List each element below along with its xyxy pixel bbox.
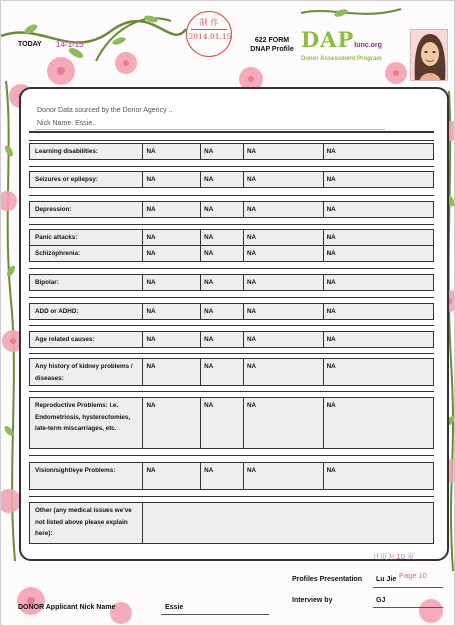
condition-value: NA (142, 246, 200, 261)
condition-value: NA (142, 144, 200, 159)
condition-value: NA (200, 202, 243, 217)
condition-value: NA (323, 275, 433, 290)
condition-label: Panic attacks: (35, 234, 78, 241)
stamp-text: 制 作 (199, 18, 219, 27)
condition-value: NA (142, 332, 200, 347)
table-row (29, 201, 434, 218)
condition-value: NA (243, 332, 323, 347)
table-row (29, 143, 434, 160)
page-count-note: 计页为 10 页 (373, 553, 415, 561)
condition-value: NA (200, 332, 243, 347)
condition-value: NA (200, 230, 243, 245)
interview-by-label: Interview by (292, 597, 333, 604)
table-row (29, 397, 434, 449)
other-explanation-field (142, 503, 433, 543)
table-row (29, 358, 434, 386)
profiles-presentation-label: Profiles Presentation (292, 576, 363, 583)
condition-label: Learning disabilities: (35, 148, 98, 155)
condition-value: NA (200, 144, 243, 159)
condition-value: NA (200, 275, 243, 290)
condition-value: NA (243, 304, 323, 319)
condition-value: NA (142, 463, 200, 489)
nick-name-line: Nick Name: Essie.. (37, 120, 97, 127)
profiles-presentation-value: Lu Jie (376, 576, 397, 583)
condition-value: NA (200, 398, 243, 448)
form-title (241, 36, 303, 54)
condition-value: NA (243, 275, 323, 290)
donor-photo (410, 29, 448, 81)
condition-value: NA (200, 463, 243, 489)
condition-label: Vision/sight/eye Problems: (35, 467, 116, 474)
condition-value: NA (243, 359, 323, 385)
condition-value: NA (200, 359, 243, 385)
today-label: TODAY (18, 41, 42, 48)
approval-stamp (186, 11, 232, 57)
condition-value: NA (200, 172, 243, 187)
condition-value: NA (323, 144, 433, 159)
condition-label: Other (any medical issues we've not listed above please explain here): (35, 507, 132, 537)
dap-logo (301, 29, 382, 62)
condition-value: NA (243, 230, 323, 245)
condition-value: NA (142, 398, 200, 448)
data-source-note: Donor Data sourced by the Donor Agency .. (37, 107, 173, 114)
condition-value: NA (323, 398, 433, 448)
table-row (29, 462, 434, 490)
today-date: 14-1-15 (56, 40, 84, 49)
condition-value: NA (323, 332, 433, 347)
condition-value: NA (323, 172, 433, 187)
table-row (29, 502, 434, 544)
condition-label: Schizophrenia: (35, 250, 81, 257)
condition-label: Seizures or epilepsy: (35, 176, 98, 183)
condition-value: NA (323, 304, 433, 319)
table-row (29, 229, 434, 246)
applicant-nick-label: DONOR Applicant Nick Name (18, 604, 116, 611)
condition-value: NA (323, 359, 433, 385)
condition-label: Depression: (35, 206, 72, 213)
medical-history-card (19, 87, 449, 561)
condition-value: NA (142, 230, 200, 245)
condition-value: NA (243, 398, 323, 448)
condition-label: Any history of kidney problems / diseases: (35, 363, 133, 382)
condition-value: NA (323, 202, 433, 217)
condition-label: Age related causes: (35, 336, 95, 343)
table-row (29, 303, 434, 320)
form-number: 622 FORM (254, 37, 290, 44)
condition-label: Bipolar: (35, 279, 59, 286)
condition-value: NA (142, 304, 200, 319)
condition-label: ADD or ADHD: (35, 308, 79, 315)
condition-label: Reproductive Problems: i.e. Endometriosis, hysterectomies, late-term miscarriages, etc. (35, 402, 131, 432)
applicant-nick-value: Essie (165, 604, 184, 611)
condition-value: NA (243, 202, 323, 217)
condition-value: NA (142, 275, 200, 290)
condition-value: NA (200, 304, 243, 319)
condition-value: NA (200, 246, 243, 261)
condition-value: NA (243, 144, 323, 159)
table-row (29, 274, 434, 291)
condition-value: NA (142, 359, 200, 385)
condition-value: NA (243, 463, 323, 489)
table-row (29, 245, 434, 262)
condition-value: NA (323, 230, 433, 245)
condition-value: NA (243, 172, 323, 187)
condition-value: NA (323, 463, 433, 489)
form-subtitle: DNAP Profile (250, 46, 294, 53)
condition-value: NA (142, 202, 200, 217)
logo-domain: lunc.org (354, 42, 382, 49)
page-number: Page 10 (399, 571, 427, 580)
condition-value: NA (142, 172, 200, 187)
condition-value: NA (243, 246, 323, 261)
stamp-date: 2014.01.15 (188, 32, 232, 41)
logo-subtitle: Donor Assessment Program (301, 56, 382, 62)
table-row (29, 331, 434, 348)
interview-by-value: GJ (376, 597, 386, 604)
table-row (29, 171, 434, 188)
condition-value: NA (323, 246, 433, 261)
logo-text: DAP (301, 27, 355, 52)
